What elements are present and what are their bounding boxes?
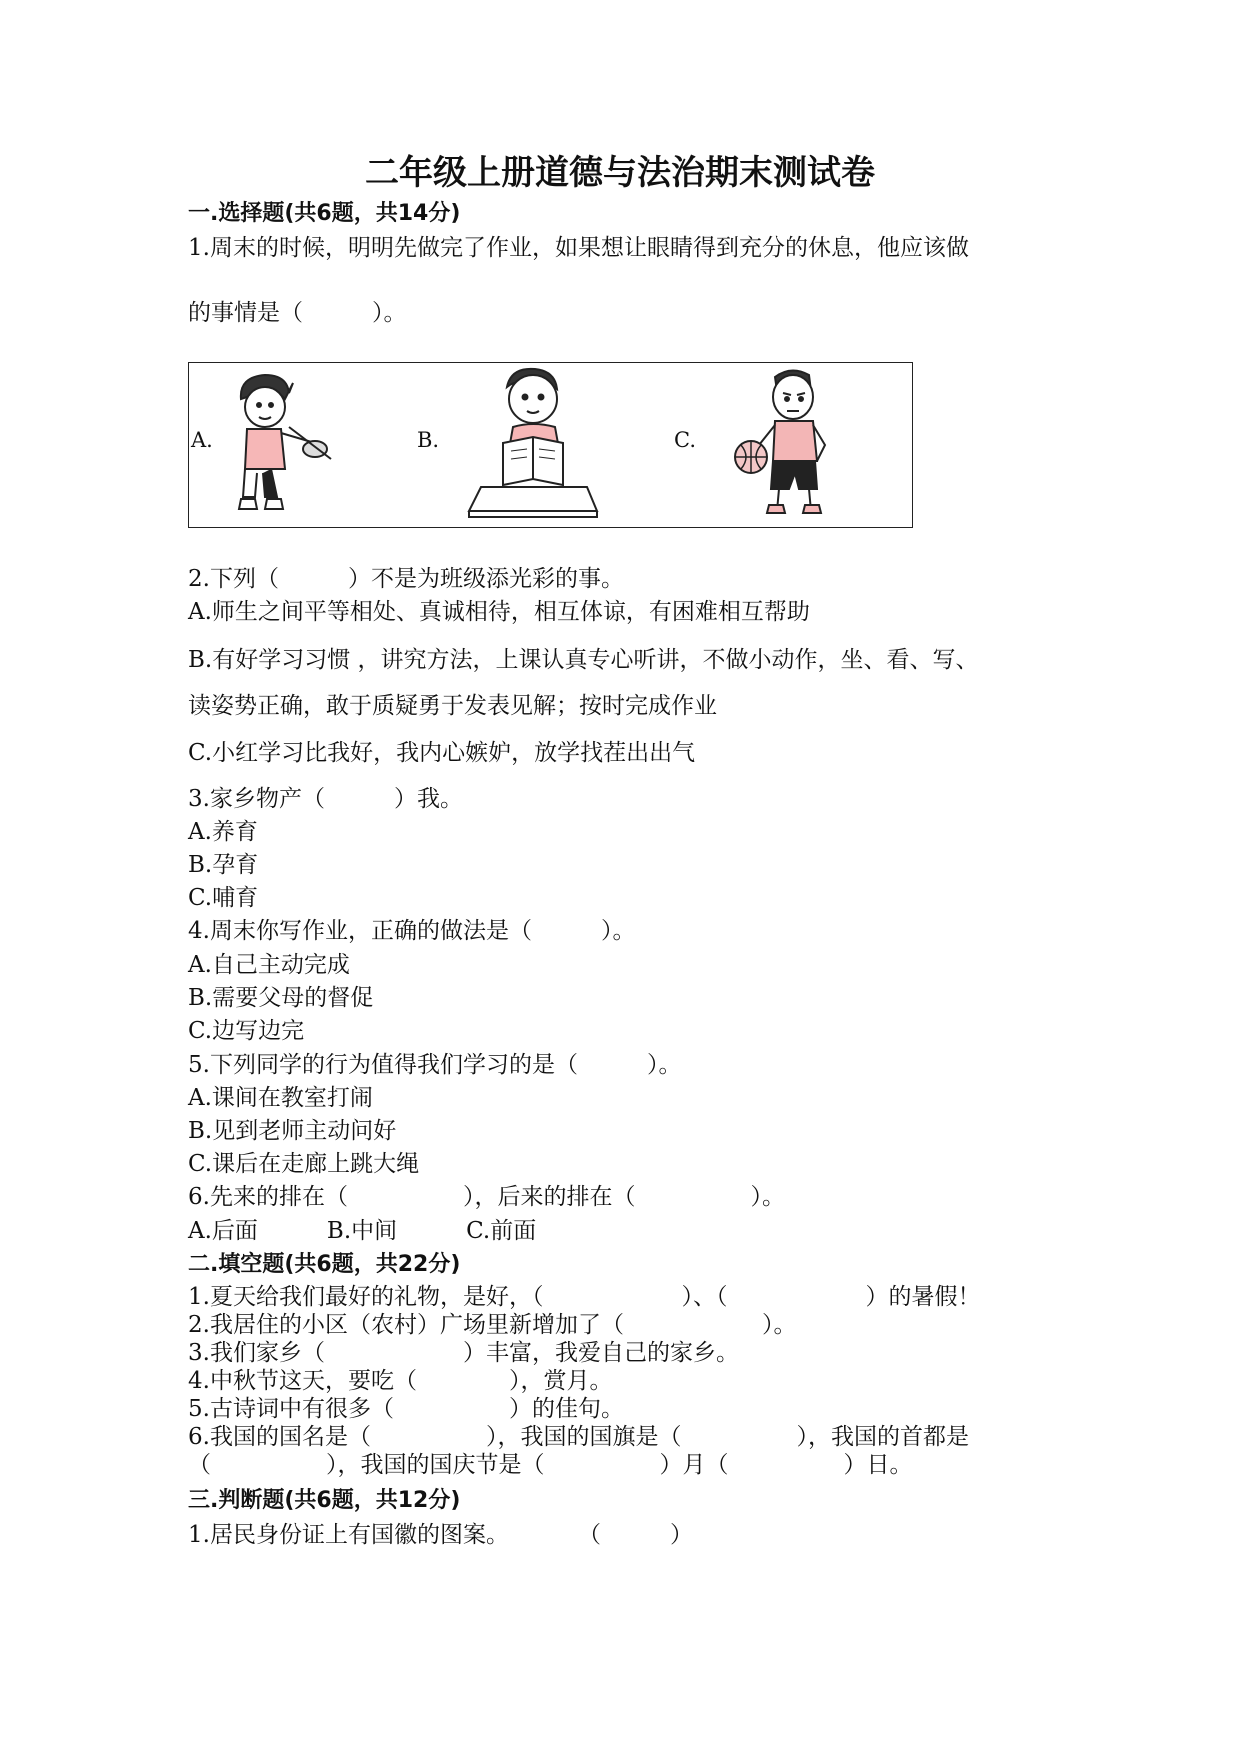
basketball-kid-icon [729,365,849,525]
question-5-option-b: B.见到老师主动问好 [188,1118,397,1144]
question-3-stem: 3.家乡物产（ ）我。 [188,786,463,812]
fill-question-1: 1.夏天给我们最好的礼物，是好，（ ）、（ ）的暑假！ [188,1284,981,1310]
question-6-stem: 6.先来的排在（ ），后来的排在（ ）。 [188,1184,785,1210]
option-a-label: A. [191,428,213,452]
fill-question-4: 4.中秋节这天，要吃（ ），赏月。 [188,1368,613,1394]
violin-kid-icon [219,369,339,521]
fill-question-2: 2.我居住的小区（农村）广场里新增加了（ ）。 [188,1312,797,1338]
reading-kid-icon [459,365,609,523]
question-2-option-b-line-1: B.有好学习习惯 ，讲究方法，上课认真专心听讲，不做小动作，坐、看、写、 [188,647,979,673]
question-4-option-a: A.自己主动完成 [188,952,350,978]
fill-question-3: 3.我们家乡（ ）丰富，我爱自己的家乡。 [188,1340,739,1366]
question-2-option-b-line-2: 读姿势正确，敢于质疑勇于发表见解；按时完成作业 [188,693,717,719]
question-4-option-b: B.需要父母的督促 [188,985,374,1011]
fill-question-5: 5.古诗词中有很多（ ）的佳句。 [188,1396,624,1422]
question-1-figure [188,362,913,528]
question-3-option-a: A.养育 [188,819,258,845]
fill-question-6-line-2: （ ），我国的国庆节是（ ）月（ ）日。 [188,1452,913,1478]
section-heading-true-false: 三.判断题(共6题，共12分) [188,1488,461,1513]
page-title: 二年级上册道德与法治期末测试卷 [365,153,875,193]
fill-question-6-line-1: 6.我国的国名是（ ），我国的国旗是（ ），我国的首都是 [188,1424,969,1450]
question-2-option-a: A.师生之间平等相处、真诚相待，相互体谅，有困难相互帮助 [188,599,810,625]
question-4-option-c: C.边写边完 [188,1018,305,1044]
section-heading-fill-blank: 二.填空题(共6题，共22分) [188,1252,461,1277]
question-1-line-1: 1.周末的时候，明明先做完了作业，如果想让眼睛得到充分的休息，他应该做 [188,235,969,261]
option-c-label: C. [674,428,696,452]
question-1-line-2: 的事情是（ ）。 [188,300,407,326]
question-6-options: A.后面 B.中间 C.前面 [188,1218,537,1244]
judge-question-1: 1.居民身份证上有国徽的图案。 （ ） [188,1522,693,1548]
option-b-label: B. [417,428,440,452]
question-2-option-c: C.小红学习比我好，我内心嫉妒，放学找茬出出气 [188,740,696,766]
question-3-option-c: C.哺育 [188,885,259,911]
question-3-option-b: B.孕育 [188,852,259,878]
section-heading-choice: 一.选择题(共6题，共14分) [188,201,461,226]
question-5-option-a: A.课间在教室打闹 [188,1085,373,1111]
question-2-stem: 2.下列（ ）不是为班级添光彩的事。 [188,566,624,592]
question-5-stem: 5.下列同学的行为值得我们学习的是（ ）。 [188,1052,682,1078]
question-5-option-c: C.课后在走廊上跳大绳 [188,1151,420,1177]
question-4-stem: 4.周末你写作业，正确的做法是（ ）。 [188,918,636,944]
